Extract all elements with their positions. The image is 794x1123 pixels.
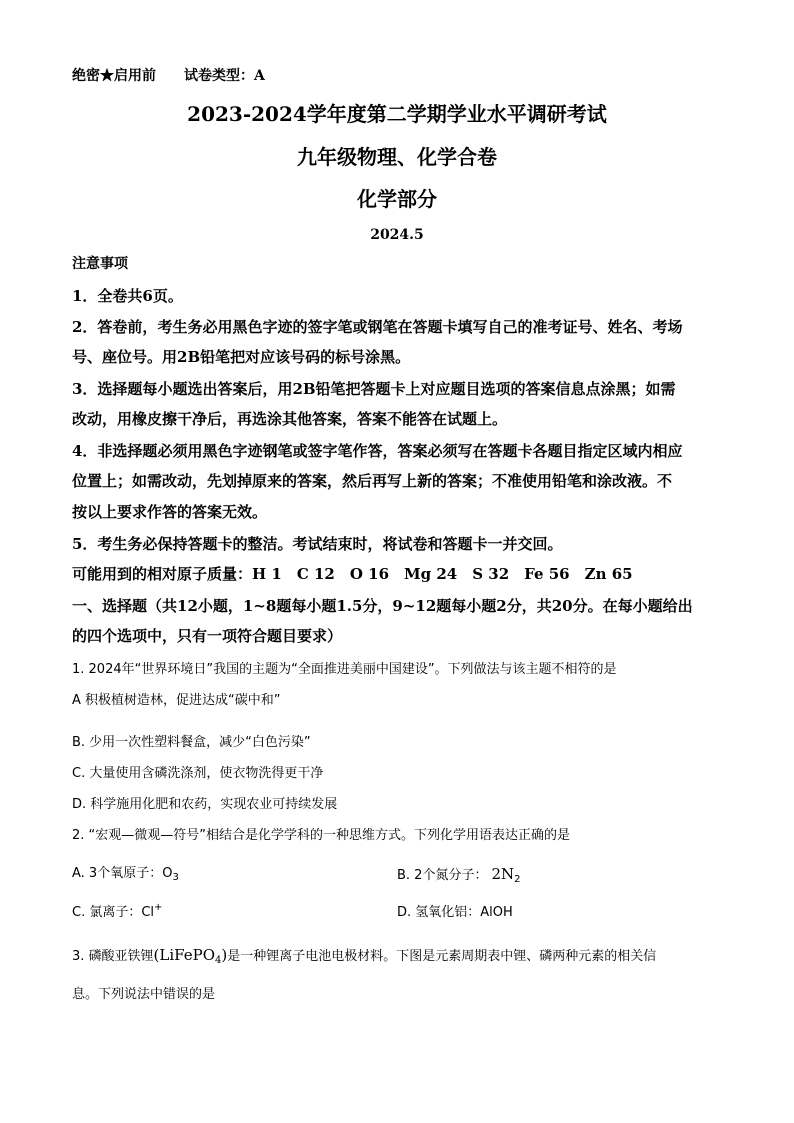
note-3-line-1: 3．选择题每小题选出答案后，用2B铅笔把答题卡上对应题目选项的答案信息点涂黑；如需 (72, 380, 676, 398)
header-line (72, 66, 265, 86)
confidential-mark: 绝密★启用前 (72, 68, 156, 84)
note-4-line-1: 4．非选择题必须用黑色字迹钢笔或签字笔作答，答案必须写在答题卡各题目指定区域内相应 (72, 442, 683, 460)
q3-formula-close: ) (221, 946, 228, 964)
q3-stem-line-2: 息。下列说法中错误的是 (72, 987, 216, 1002)
section-title: 化学部分 (357, 187, 437, 211)
q1-option-d: D. 科学施用化肥和农药，实现农业可持续发展 (72, 797, 338, 812)
note-2-line-1: 2．答卷前，考生务必用黑色字迹的签字笔或钢笔在答题卡填写自己的准考证号、姓名、考场 (72, 318, 683, 336)
exam-date: 2024.5 (370, 227, 424, 243)
q2-option-b-subscript: 2 (514, 874, 521, 885)
note-3-line-2: 改动，用橡皮擦干净后，再选涂其他答案，答案不能答在试题上。 (72, 410, 508, 428)
section1-heading-line-2: 的四个选项中，只有一项符合题目要求） (72, 627, 343, 645)
q1-stem: 1. 2024年“世界环境日”我国的主题为“全面推进美丽中国建设”。下列做法与该主题不相符的是 (72, 662, 617, 677)
q2-option-c-text: C. 氯离子：Cl (72, 905, 155, 920)
q2-option-a (72, 864, 179, 884)
q3-formula-subscript: 4 (215, 955, 222, 966)
atomic-mass-line: 可能用到的相对原子质量：H 1 C 12 O 16 Mg 24 S 32 Fe 56 Zn 65 (72, 565, 633, 583)
q2-option-c (72, 903, 162, 923)
section1-heading-line-1: 一、选择题（共12小题，1~8题每小题1.5分，9~12题每小题2分，共20分。在每小题给出 (72, 597, 693, 615)
q3-stem-line-1 (72, 945, 656, 967)
note-4-line-3: 按以上要求作答的答案无效。 (72, 503, 268, 521)
note-5: 5．考生务必保持答题卡的整洁。考试结束时，将试卷和答题卡一并交回。 (72, 535, 563, 553)
note-4-line-2: 位置上；如需改动，先划掉原来的答案，然后再写上新的答案；不准使用铅笔和涂改液。不 (72, 472, 673, 490)
q2-option-a-subscript: 3 (172, 872, 179, 883)
paper-type: 试卷类型：A (184, 68, 265, 84)
q3-formula (154, 946, 228, 964)
exam-subtitle: 九年级物理、化学合卷 (297, 145, 497, 169)
q1-option-c: C. 大量使用含磷洗涤剂，使衣物洗得更干净 (72, 766, 324, 781)
q2-option-d: D. 氢氧化铝：AlOH (397, 905, 513, 920)
q2-option-c-superscript: + (154, 902, 163, 913)
q2-option-a-text: A. 3个氧原子：O (72, 866, 173, 881)
q3-stem-start: 3. 磷酸亚铁锂 (72, 949, 154, 964)
q2-option-b-formula: 2N (491, 865, 515, 883)
q2-option-b (397, 864, 521, 886)
q1-option-b: B. 少用一次性塑料餐盒，减少“白色污染” (72, 735, 311, 750)
q2-stem: 2. “宏观—微观—符号”相结合是化学学科的一种思维方式。下列化学用语表达正确的是 (72, 828, 571, 843)
note-1: 1．全卷共6页。 (72, 287, 183, 305)
q3-stem-rest: 是一种锂离子电池电极材料。下图是元素周期表中锂、磷两种元素的相关信 (227, 949, 657, 964)
q1-option-a: A 积极植树造林，促进达成“碳中和” (72, 693, 281, 708)
notes-heading: 注意事项 (72, 256, 128, 272)
exam-title: 2023-2024学年度第二学期学业水平调研考试 (187, 102, 607, 126)
note-2-line-2: 号、座位号。用2B铅笔把对应该号码的标号涂黑。 (72, 348, 411, 366)
q2-option-b-text: B. 2个氮分子： (397, 868, 488, 883)
q3-formula-main: (LiFePO (153, 946, 216, 964)
